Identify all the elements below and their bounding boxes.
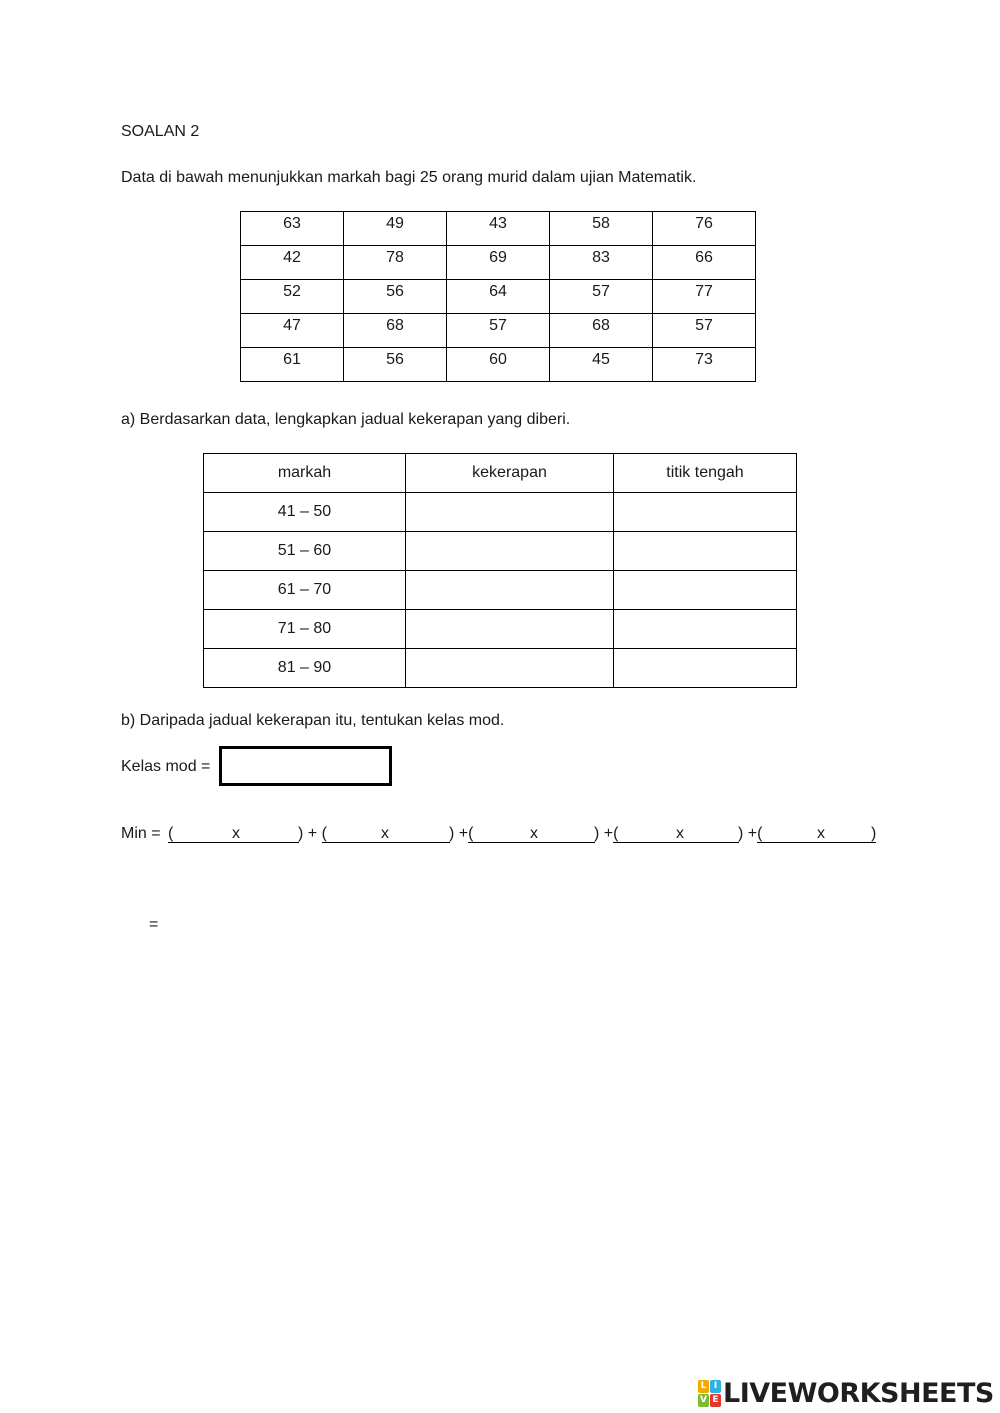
frequency-input[interactable] [412, 497, 606, 527]
table-row [204, 493, 797, 532]
frequency-input[interactable] [412, 614, 606, 644]
min-times-4: x [676, 825, 684, 842]
table-cell: 64 [447, 280, 550, 314]
table-row [241, 348, 756, 382]
table-row [204, 571, 797, 610]
min-underline-2 [322, 842, 450, 843]
table-cell: 68 [344, 314, 447, 348]
min-label: Min = [121, 825, 161, 842]
min-underline-5 [757, 842, 876, 843]
min-close-plus-2: ) +( [449, 825, 474, 842]
midpoint-cell [614, 571, 797, 610]
midpoint-input[interactable] [619, 497, 790, 527]
mod-answer-input[interactable] [222, 749, 393, 785]
table-cell: 63 [241, 212, 344, 246]
class-interval: 81 – 90 [204, 649, 406, 688]
logo-text: LIVEWORKSHEETS [723, 1377, 994, 1409]
min-times-3: x [530, 825, 538, 842]
logo-mark-v: V [698, 1394, 709, 1407]
table-cell: 66 [653, 246, 756, 280]
mod-label: Kelas mod = [121, 758, 211, 775]
table-cell: 57 [653, 314, 756, 348]
table-cell: 58 [550, 212, 653, 246]
min-times-5: x [817, 825, 825, 842]
table-cell: 56 [344, 280, 447, 314]
table-cell: 60 [447, 348, 550, 382]
class-interval: 61 – 70 [204, 571, 406, 610]
part-a-instruction: a) Berdasarkan data, lengkapkan jadual kekerapan yang diberi. [121, 411, 571, 428]
table-cell: 56 [344, 348, 447, 382]
min-equals: = [149, 916, 159, 933]
table-cell: 69 [447, 246, 550, 280]
frequency-cell [406, 649, 614, 688]
logo-mark-i: I [710, 1380, 721, 1393]
table-cell: 77 [653, 280, 756, 314]
midpoint-cell [614, 532, 797, 571]
table-row [241, 246, 756, 280]
table-row [204, 532, 797, 571]
mod-answer-box [219, 746, 392, 786]
table-row [204, 610, 797, 649]
logo-mark-l: L [698, 1380, 709, 1393]
table-row [241, 212, 756, 246]
question-title: SOALAN 2 [121, 123, 200, 140]
min-close-last: ) [871, 825, 877, 842]
frequency-cell [406, 610, 614, 649]
min-close-plus-1: ) + ( [298, 825, 327, 842]
frequency-input[interactable] [412, 536, 606, 566]
frequency-table [203, 453, 797, 688]
midpoint-input[interactable] [619, 653, 790, 683]
frequency-input[interactable] [412, 653, 606, 683]
class-interval: 41 – 50 [204, 493, 406, 532]
table-cell: 78 [344, 246, 447, 280]
table-cell: 73 [653, 348, 756, 382]
table-cell: 45 [550, 348, 653, 382]
min-open-paren: ( [168, 825, 174, 842]
table-cell: 61 [241, 348, 344, 382]
table-cell: 47 [241, 314, 344, 348]
class-interval: 71 – 80 [204, 610, 406, 649]
header-markah: markah [204, 454, 406, 493]
class-interval: 51 – 60 [204, 532, 406, 571]
marks-data-table [240, 211, 756, 382]
midpoint-cell [614, 610, 797, 649]
frequency-cell [406, 532, 614, 571]
min-underline-4 [613, 842, 739, 843]
midpoint-input[interactable] [619, 536, 790, 566]
logo-mark-icon [698, 1380, 720, 1406]
table-cell: 68 [550, 314, 653, 348]
frequency-cell [406, 493, 614, 532]
min-close-plus-3: ) +( [594, 825, 619, 842]
midpoint-cell [614, 493, 797, 532]
table-cell: 57 [447, 314, 550, 348]
frequency-input[interactable] [412, 575, 606, 605]
table-cell: 52 [241, 280, 344, 314]
table-row [204, 649, 797, 688]
min-underline-1 [168, 842, 299, 843]
frequency-cell [406, 571, 614, 610]
min-times-1: x [232, 825, 240, 842]
header-titik-tengah: titik tengah [614, 454, 797, 493]
table-cell: 43 [447, 212, 550, 246]
table-cell: 42 [241, 246, 344, 280]
table-row [241, 314, 756, 348]
table-cell: 57 [550, 280, 653, 314]
midpoint-cell [614, 649, 797, 688]
min-close-plus-4: ) +( [738, 825, 763, 842]
table-header-row [204, 454, 797, 493]
min-underline-3 [468, 842, 595, 843]
midpoint-input[interactable] [619, 575, 790, 605]
intro-text: Data di bawah menunjukkan markah bagi 25 orang murid dalam ujian Matematik. [121, 169, 697, 186]
table-cell: 83 [550, 246, 653, 280]
min-times-2: x [381, 825, 389, 842]
table-row [241, 280, 756, 314]
table-cell: 76 [653, 212, 756, 246]
logo-mark-e: E [710, 1394, 721, 1407]
header-kekerapan: kekerapan [406, 454, 614, 493]
part-b-instruction: b) Daripada jadual kekerapan itu, tentukan kelas mod. [121, 712, 505, 729]
midpoint-input[interactable] [619, 614, 790, 644]
liveworksheets-logo [698, 1378, 994, 1408]
table-cell: 49 [344, 212, 447, 246]
